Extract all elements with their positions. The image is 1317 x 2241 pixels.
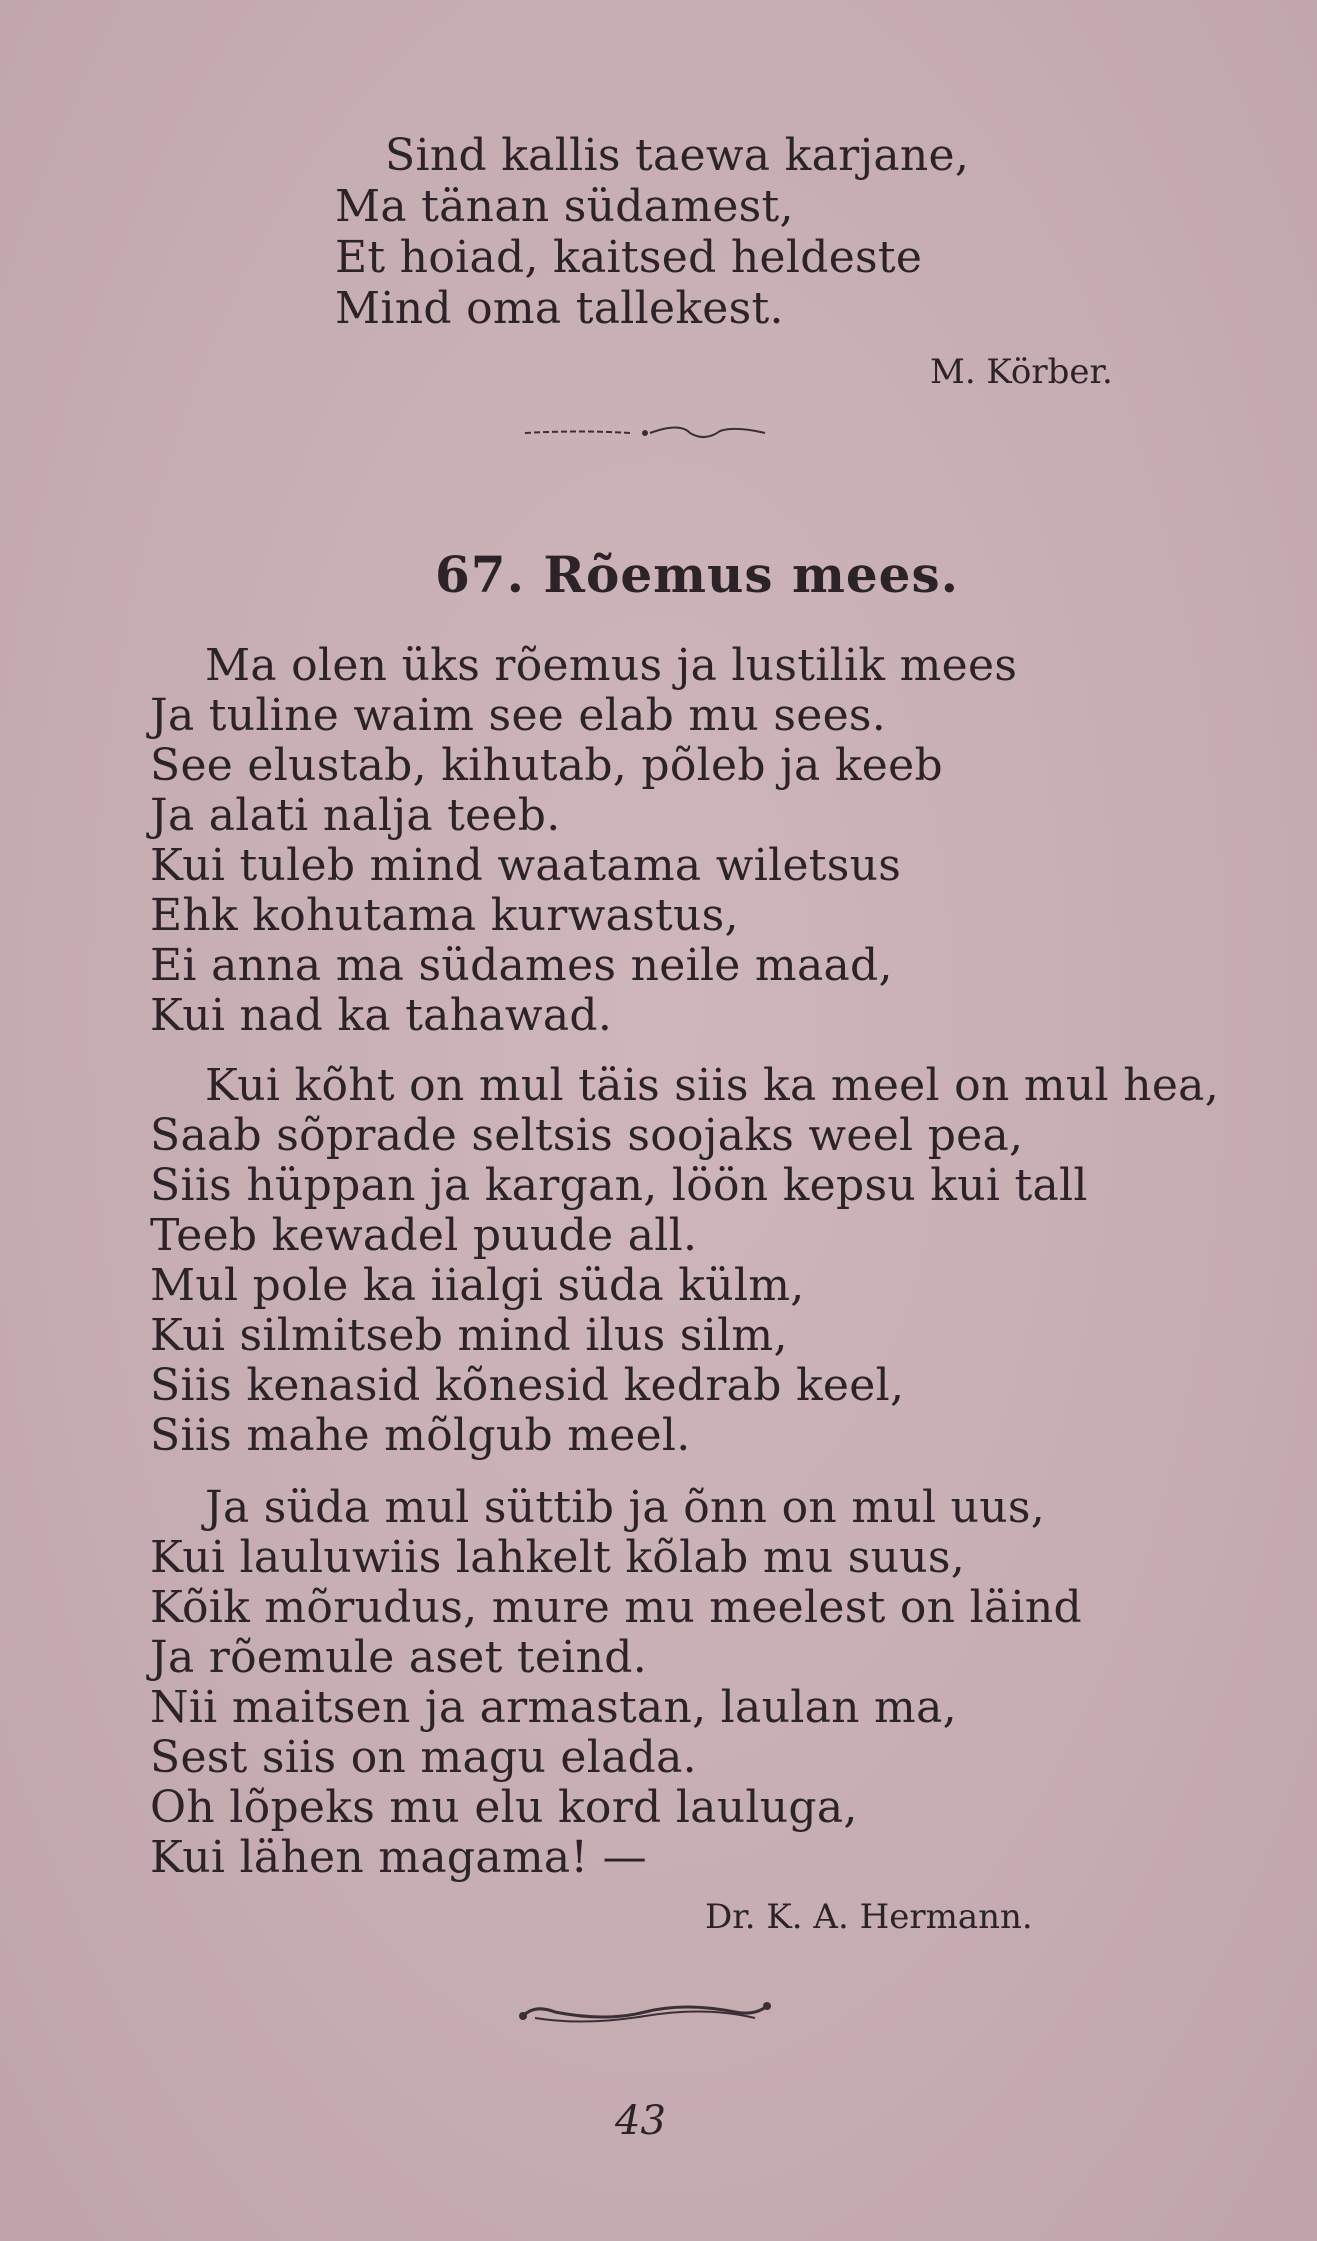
poem-line: Ei anna ma südames neile maad, xyxy=(150,940,893,991)
poem-line: Ehk kohutama kurwastus, xyxy=(150,890,739,941)
poem-line: Siis hüppan ja kargan, löön kepsu kui tall xyxy=(150,1160,1088,1211)
poem-line: Sest siis on magu elada. xyxy=(150,1732,697,1783)
poem-line: Teeb kewadel puude all. xyxy=(150,1210,698,1261)
poem-line: Kui tuleb mind waatama wiletsus xyxy=(150,840,902,891)
author-signature: Dr. K. A. Hermann. xyxy=(705,1897,1033,1937)
poem-line: See elustab, kihutab, põleb ja keeb xyxy=(150,740,943,791)
poem-title xyxy=(435,545,959,604)
poem-line: Kui silmitseb mind ilus silm, xyxy=(150,1310,788,1361)
poem-number: 67. xyxy=(435,545,525,604)
poem-line: Ja tuline waim see elab mu sees. xyxy=(150,690,887,741)
poem-line: Saab sõprade seltsis soojaks weel pea, xyxy=(150,1110,1024,1161)
poem-line: Mul pole ka iialgi süda külm, xyxy=(150,1260,805,1311)
poem-line: Ja süda mul süttib ja õnn on mul uus, xyxy=(205,1482,1046,1533)
poem-line: Ja alati nalja teeb. xyxy=(150,790,561,841)
poem-line: Kui nad ka tahawad. xyxy=(150,990,613,1041)
poem-line: Kui lauluwiis lahkelt kõlab mu suus, xyxy=(150,1532,966,1583)
ornament-divider-icon xyxy=(520,418,770,448)
poem-title-text: Rõemus mees. xyxy=(543,545,960,604)
poem-line: Siis kenasid kõnesid kedrab keel, xyxy=(150,1360,905,1411)
poem-line: Kõik mõrudus, mure mu meelest on läind xyxy=(150,1582,1082,1633)
poem-line: Siis mahe mõlgub meel. xyxy=(150,1410,691,1461)
poem-line: Kui kõht on mul täis siis ka meel on mul hea, xyxy=(205,1060,1220,1111)
page-number: 43 xyxy=(615,2098,666,2144)
poem-line: Kui lähen magama! — xyxy=(150,1832,647,1883)
poem-line: Ma olen üks rõemus ja lustilik mees xyxy=(205,640,1018,691)
poem-line: Sind kallis taewa karjane, xyxy=(385,130,970,181)
poem-line: Et hoiad, kaitsed heldeste xyxy=(335,232,923,283)
poem-line: Mind oma tallekest. xyxy=(335,283,784,334)
poem-line: Oh lõpeks mu elu kord lauluga, xyxy=(150,1782,858,1833)
author-signature: M. Körber. xyxy=(930,352,1113,392)
poem-line: Ma tänan südamest, xyxy=(335,181,794,232)
poem-line: Nii maitsen ja armastan, laulan ma, xyxy=(150,1682,957,1733)
poem-line: Ja rõemule aset teind. xyxy=(150,1632,647,1683)
ornament-flourish-icon xyxy=(515,1996,775,2030)
